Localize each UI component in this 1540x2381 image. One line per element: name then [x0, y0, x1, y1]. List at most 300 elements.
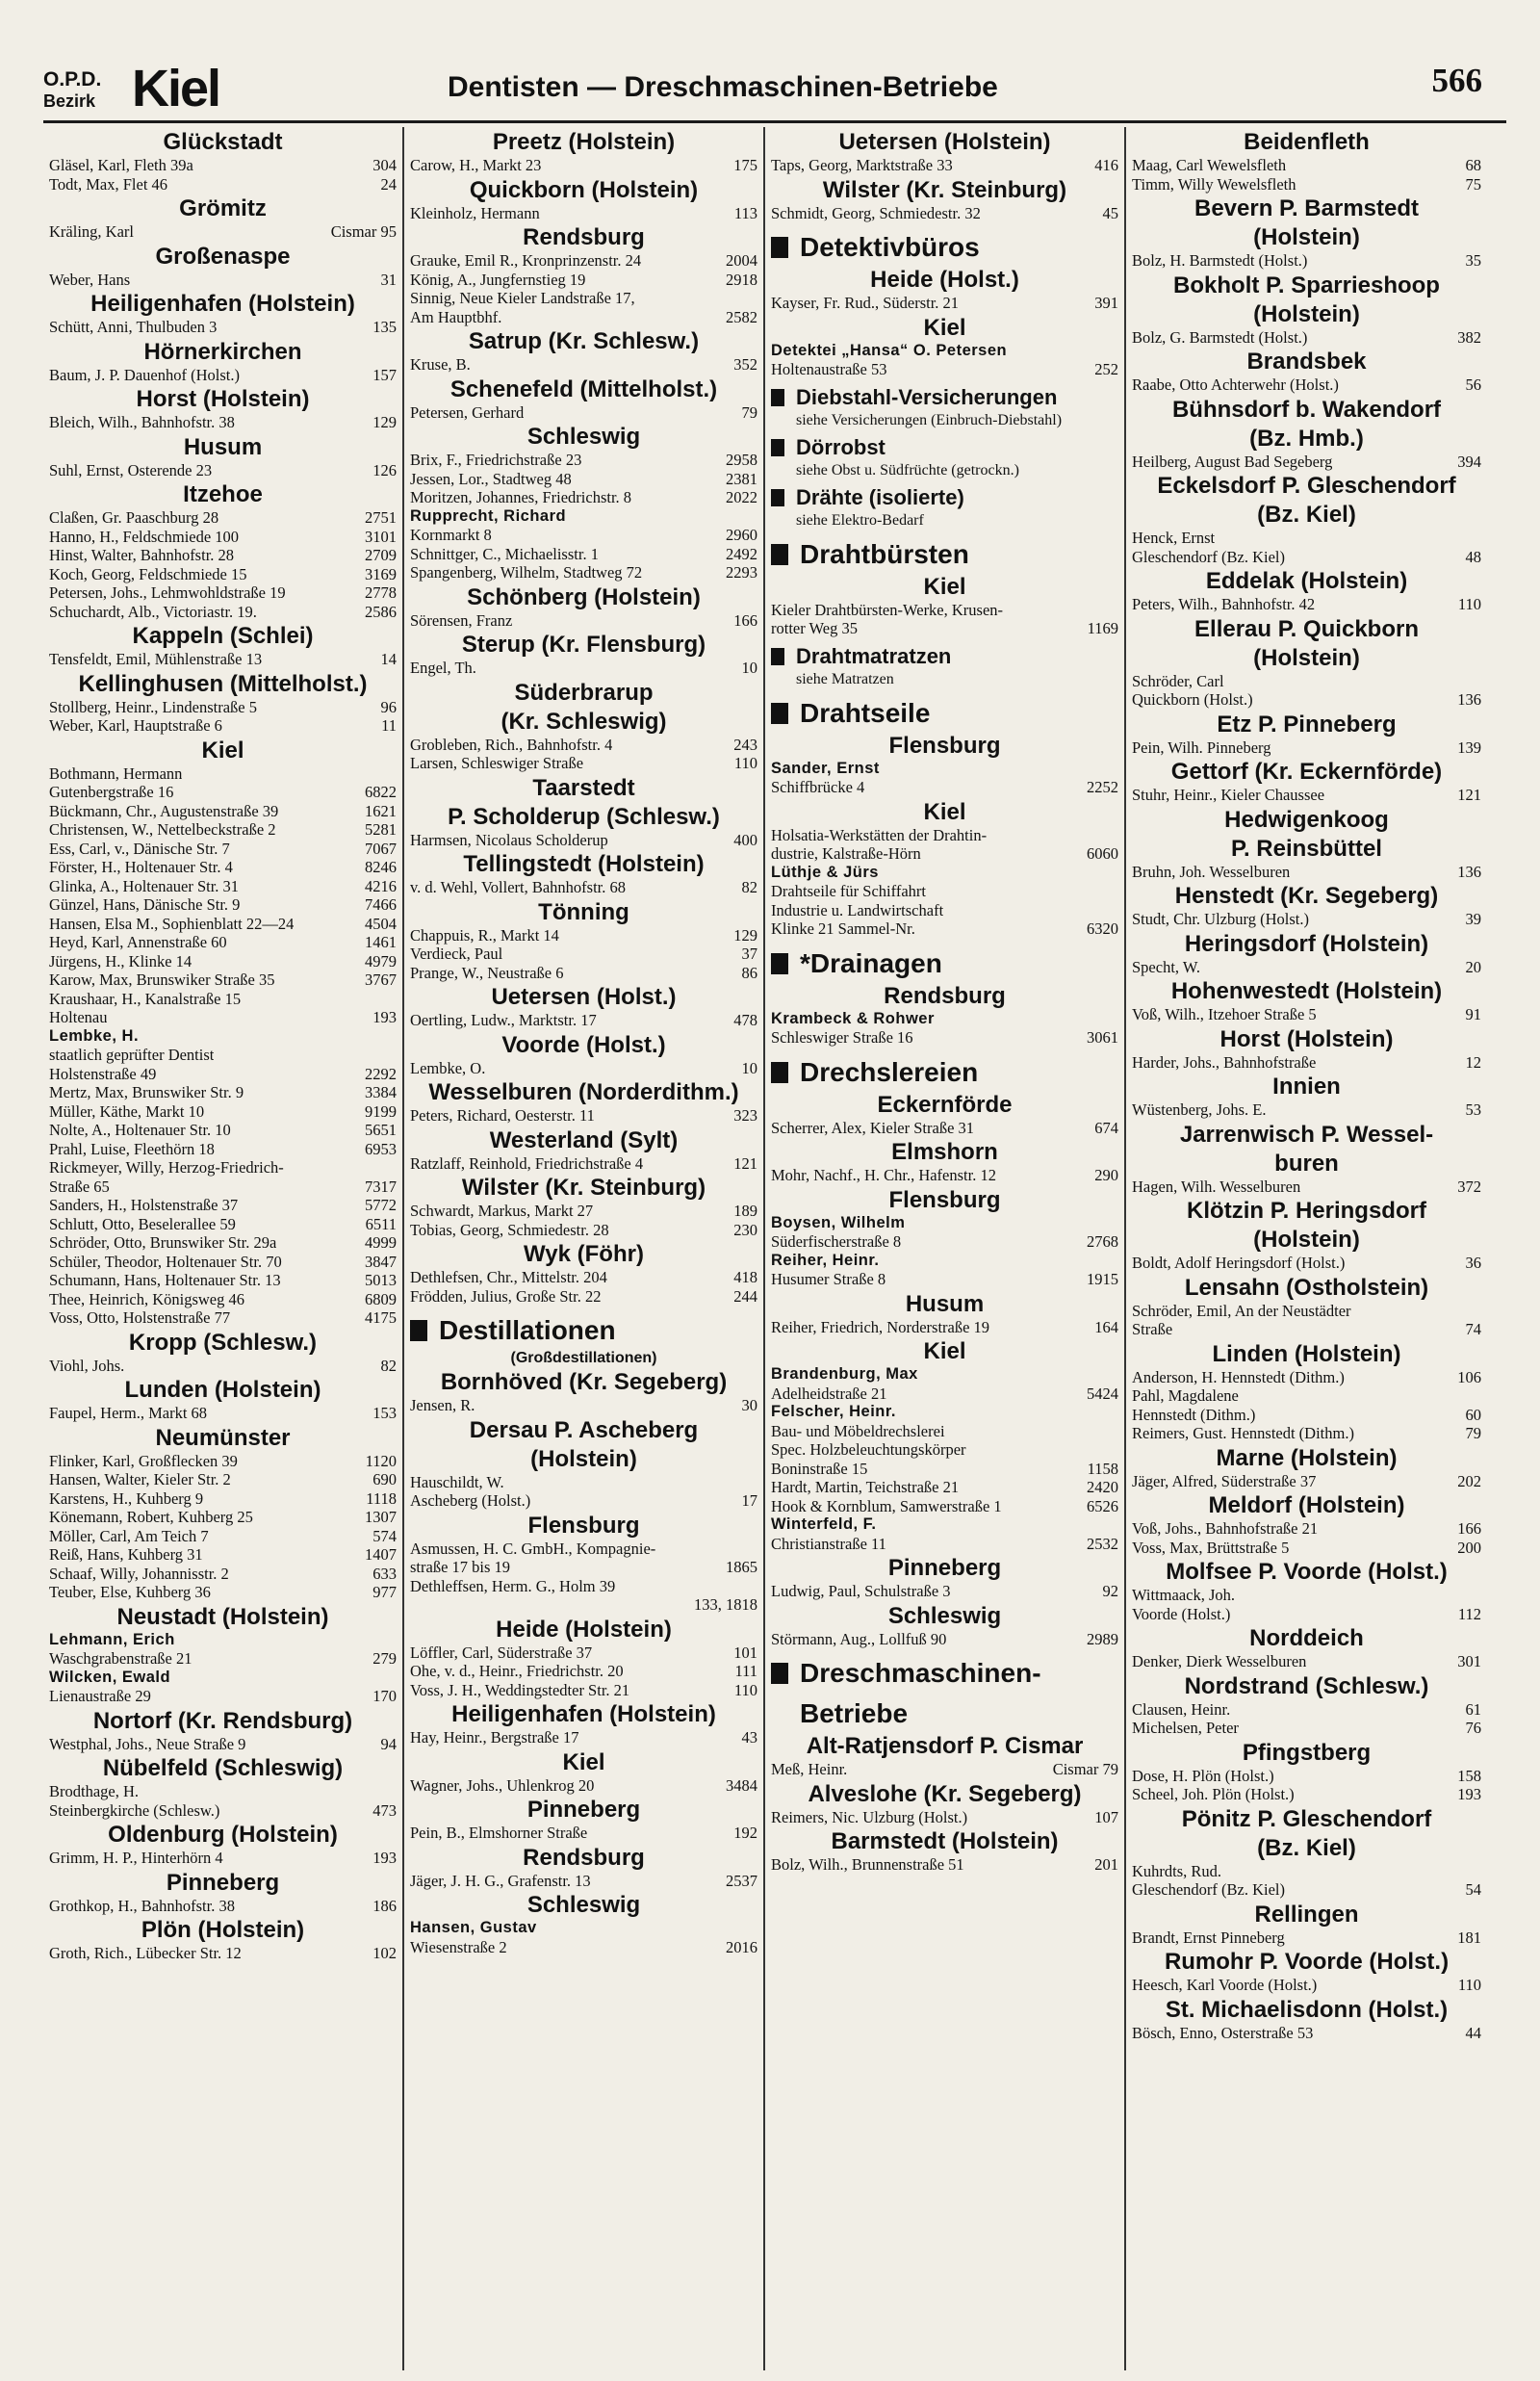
- place-heading: Wilster (Kr. Steinburg): [461, 1175, 706, 1201]
- place-heading: Neumünster: [155, 1424, 291, 1451]
- section-bullet-icon: [771, 544, 788, 565]
- entry-phone: 107: [1094, 1807, 1118, 1826]
- place-heading: Jarrenwisch P. Wessel-: [1179, 1121, 1434, 1148]
- entry-name: Prange, W., Neustraße 6: [410, 963, 564, 982]
- entry-phone: 4999: [365, 1233, 397, 1252]
- listing-entry: [410, 1287, 757, 1307]
- listing-entry: [1132, 1586, 1481, 1605]
- listing-entry: [1132, 1767, 1481, 1786]
- entry-phone: 121: [1457, 786, 1481, 804]
- entry-name: Hennstedt (Dithm.): [1132, 1405, 1256, 1424]
- place-heading: Lensahn (Ostholstein): [1184, 1274, 1429, 1301]
- entry-name: Husumer Straße 8: [771, 1270, 886, 1288]
- entry-phone: 189: [733, 1202, 757, 1220]
- listing-entry: [410, 1202, 757, 1221]
- entry-name: Kraushaar, H., Kanalstraße 15: [49, 989, 242, 1008]
- entry-name: Voss, Max, Brüttstraße 5: [1132, 1538, 1290, 1557]
- entry-phone: 106: [1457, 1367, 1481, 1386]
- entry-phone: [754, 1473, 757, 1492]
- listing-entry: [771, 1422, 1118, 1441]
- place-heading: Wilster (Kr. Steinburg): [822, 176, 1067, 203]
- entry-phone: 35: [1465, 251, 1481, 270]
- entry-name: Nolte, A., Holtenauer Str. 10: [49, 1121, 231, 1139]
- listing-entry: [771, 1460, 1118, 1479]
- entry-phone: [393, 764, 397, 784]
- entry-name: Jensen, R.: [410, 1396, 475, 1414]
- entry-phone: 1621: [365, 801, 397, 820]
- entry-phone: 243: [733, 735, 757, 754]
- listing-entry: [771, 1010, 1118, 1029]
- listing-entry: [49, 1271, 397, 1290]
- entry-phone: 157: [372, 365, 397, 384]
- entry-phone: 391: [1094, 294, 1118, 312]
- entry-name: Scheel, Joh. Plön (Holst.): [1132, 1785, 1295, 1803]
- place-heading: Kiel: [562, 1748, 605, 1775]
- listing-entry: [1132, 1386, 1481, 1406]
- entry-phone: 2768: [1087, 1232, 1118, 1251]
- opd-label: O.P.D.: [43, 68, 102, 91]
- entry-phone: [1115, 1252, 1118, 1271]
- entry-phone: 1461: [365, 933, 397, 951]
- entry-name: Brodthage, H.: [49, 1782, 140, 1800]
- listing-entry: [410, 1221, 757, 1240]
- listing-entry: [49, 1215, 397, 1234]
- place-heading: (Holstein): [1253, 1227, 1360, 1253]
- entry-phone: 1307: [365, 1508, 397, 1526]
- entry-name: Suhl, Ernst, Osterende 23: [49, 460, 213, 479]
- listing-entry: [49, 783, 397, 802]
- cross-reference: siehe Elektro-Bedarf: [796, 511, 924, 529]
- listing-entry: [49, 1508, 397, 1527]
- listing-entry: [410, 488, 757, 507]
- entry-name: Störmann, Aug., Lollfuß 90: [771, 1629, 947, 1648]
- listing-entry: [410, 1396, 757, 1415]
- entry-name: Hanno, H., Feldschmiede 100: [49, 527, 240, 546]
- listing-entry: [410, 1011, 757, 1030]
- listing-entry: [49, 1046, 397, 1065]
- entry-name: Krambeck & Rohwer: [771, 1009, 935, 1027]
- place-heading: Preetz (Holstein): [492, 129, 676, 155]
- entry-name: Koch, Georg, Feldschmiede 15: [49, 564, 247, 583]
- place-heading: Bokholt P. Sparrieshoop: [1173, 272, 1440, 298]
- listing-entry: [49, 1178, 397, 1197]
- listing-entry: [771, 1119, 1118, 1138]
- entry-phone: [1115, 1214, 1118, 1233]
- entry-name: Stollberg, Heinr., Lindenstraße 5: [49, 697, 257, 716]
- place-heading: Husum: [183, 433, 263, 460]
- entry-phone: 382: [1457, 327, 1481, 347]
- entry-name: Ludwig, Paul, Schulstraße 3: [771, 1582, 951, 1600]
- column-1: [43, 127, 404, 2370]
- listing-entry: [49, 1489, 397, 1509]
- entry-name: Dethleffsen, Herm. G., Holm 39: [410, 1576, 616, 1595]
- section-title: Drahtmatratzen: [796, 643, 952, 668]
- listing-entry: [410, 526, 757, 545]
- entry-phone: [393, 1046, 397, 1065]
- section-heading: [771, 644, 1118, 669]
- entry-name: Grauke, Emil R., Kronprinzenstr. 24: [410, 251, 642, 270]
- entry-name: Spangenberg, Wilhelm, Stadtweg 72: [410, 563, 643, 582]
- place-heading: Horst (Holstein): [136, 386, 310, 412]
- section-title: Detektivbüros: [800, 232, 980, 262]
- section-bullet-icon: [410, 1320, 427, 1341]
- entry-name: Bruhn, Joh. Wesselburen: [1132, 862, 1291, 881]
- entry-name: Karstens, H., Kuhberg 9: [49, 1488, 204, 1508]
- entry-phone: [754, 1577, 757, 1596]
- entry-phone: 3169: [365, 564, 397, 583]
- listing-entry: [771, 601, 1118, 620]
- listing-entry: [771, 1478, 1118, 1497]
- entry-phone: 82: [741, 878, 757, 896]
- place-heading: Kiel: [923, 314, 966, 341]
- entry-phone: 394: [1457, 452, 1481, 471]
- entry-name: Lüthje & Jürs: [771, 863, 879, 881]
- entry-phone: 418: [733, 1268, 757, 1286]
- entry-phone: [393, 990, 397, 1009]
- entry-phone: 181: [1457, 1928, 1481, 1947]
- listing-entry: [410, 659, 757, 678]
- entry-phone: 400: [733, 830, 757, 849]
- section-heading: [771, 435, 1118, 460]
- page-header: [43, 60, 1516, 119]
- bezirk-label: Bezirk: [43, 91, 96, 111]
- place-heading: Eckernförde: [877, 1091, 1013, 1118]
- entry-phone: [393, 1669, 397, 1688]
- entry-phone: 193: [372, 1008, 397, 1026]
- listing-entry: [771, 156, 1118, 175]
- place-heading: P. Reinsbüttel: [1231, 835, 1382, 862]
- listing-entry: [1132, 1519, 1481, 1539]
- listing-entry: [410, 831, 757, 850]
- entry-phone: 112: [1457, 1604, 1481, 1623]
- entry-phone: [393, 1782, 397, 1801]
- listing-entry: [410, 308, 757, 327]
- place-heading: Heide (Holstein): [496, 1616, 672, 1643]
- entry-phone: 5013: [365, 1271, 397, 1289]
- entry-name: Petersen, Gerhard: [410, 402, 525, 422]
- entry-phone: 1169: [1087, 619, 1118, 637]
- entry-phone: 6809: [365, 1289, 397, 1308]
- entry-name: Industrie u. Landwirtschaft: [771, 900, 944, 919]
- entry-name: Schmidt, Georg, Schmiedestr. 32: [771, 203, 981, 222]
- entry-name: Hagen, Wilh. Wesselburen: [1132, 1177, 1301, 1196]
- place-heading: Klötzin P. Heringsdorf: [1187, 1198, 1426, 1224]
- section-bullet-icon: [771, 237, 788, 258]
- entry-phone: 74: [1465, 1320, 1481, 1338]
- entry-name: Hansen, Gustav: [410, 1919, 537, 1936]
- listing-entry: [771, 901, 1118, 920]
- entry-name: Ascheberg (Holst.): [410, 1491, 531, 1510]
- entry-name: Möller, Carl, Am Teich 7: [49, 1526, 209, 1545]
- entry-name: Boysen, Wilhelm: [771, 1213, 906, 1231]
- entry-name: Adelheidstraße 21: [771, 1384, 887, 1403]
- listing-entry: [49, 1565, 397, 1584]
- entry-name: Lienaustraße 29: [49, 1687, 151, 1705]
- entry-phone: 3061: [1087, 1028, 1118, 1047]
- section-bullet-icon: [771, 703, 788, 724]
- entry-name: Detektei „Hansa“ O. Petersen: [771, 341, 1008, 359]
- listing-entry: [49, 1065, 397, 1084]
- entry-name: Faupel, Herm., Markt 68: [49, 1404, 208, 1422]
- listing-entry: [49, 952, 397, 971]
- section-heading: [771, 1057, 1118, 1088]
- entry-phone: 91: [1465, 1005, 1481, 1023]
- entry-name: Könemann, Robert, Kuhberg 25: [49, 1508, 253, 1526]
- entry-phone: 60: [1465, 1405, 1481, 1424]
- listing-entry: [771, 1385, 1118, 1404]
- entry-phone: 2958: [726, 451, 757, 469]
- entry-phone: [1477, 1862, 1481, 1881]
- entry-name: Wagner, Johs., Uhlenkrog 20: [410, 1775, 595, 1795]
- entry-phone: 170: [372, 1687, 397, 1705]
- place-heading: Heringsdorf (Holstein): [1184, 930, 1429, 957]
- listing-entry: [49, 1308, 397, 1328]
- entry-name: Flinker, Karl, Großflecken 39: [49, 1451, 238, 1470]
- listing-entry: [1132, 672, 1481, 691]
- entry-phone: [1115, 826, 1118, 845]
- entry-name: Denker, Dierk Wesselburen: [1132, 1652, 1307, 1670]
- place-heading: (Holstein): [1253, 644, 1360, 671]
- section-heading: [771, 232, 1118, 263]
- listing-entry: [49, 1669, 397, 1688]
- section-heading: [771, 1698, 1118, 1729]
- listing-entry: [1132, 1424, 1481, 1443]
- listing-entry: [410, 1872, 757, 1891]
- entry-name: Bau- und Möbeldrechslerei: [771, 1421, 945, 1440]
- place-heading: Kellinghusen (Mittelholst.): [78, 670, 368, 697]
- entry-phone: 4175: [365, 1308, 397, 1327]
- listing-entry: [410, 611, 757, 631]
- entry-phone: 6320: [1087, 919, 1118, 938]
- place-heading: (Holstein): [1253, 224, 1360, 250]
- entry-phone: 68: [1465, 156, 1481, 174]
- entry-name: Glinka, A., Holtenauer Str. 31: [49, 876, 240, 895]
- entry-name: Wüstenberg, Johs. E.: [1132, 1100, 1267, 1119]
- place-heading: (Bz. Kiel): [1257, 1834, 1356, 1861]
- place-heading: (Bz. Kiel): [1257, 502, 1356, 528]
- section-heading: [771, 385, 1118, 410]
- listing-entry: [410, 945, 757, 964]
- entry-name: Bolz, H. Barmstedt (Holst.): [1132, 251, 1308, 270]
- entry-phone: 76: [1465, 1719, 1481, 1737]
- listing-entry: [49, 820, 397, 840]
- listing-entry: [1132, 175, 1481, 194]
- entry-name: Dose, H. Plön (Holst.): [1132, 1766, 1274, 1785]
- listing-entry: [49, 1121, 397, 1140]
- entry-phone: 193: [1457, 1785, 1481, 1803]
- listing-entry: [1132, 1652, 1481, 1671]
- listing-entry: [410, 1059, 757, 1078]
- listing-entry: [410, 1662, 757, 1681]
- entry-phone: [1115, 1403, 1118, 1422]
- listing-entry: [1132, 786, 1481, 805]
- place-heading: Etz P. Pinneberg: [1217, 711, 1397, 738]
- listing-entry: [49, 565, 397, 584]
- place-heading: Kiel: [923, 1338, 966, 1364]
- listing-entry: [410, 1558, 757, 1577]
- entry-phone: 4216: [365, 876, 397, 895]
- place-heading: Pinneberg: [887, 1555, 1002, 1581]
- entry-name: Winterfeld, F.: [771, 1515, 877, 1533]
- entry-phone: 1407: [365, 1545, 397, 1564]
- entry-phone: 44: [1465, 2023, 1481, 2042]
- entry-name: Claßen, Gr. Paaschburg 28: [49, 508, 219, 527]
- section-heading: [771, 948, 1118, 979]
- listing-entry: [410, 1540, 757, 1559]
- listing-entry: [49, 1233, 397, 1253]
- entry-name: Sinnig, Neue Kieler Landstraße 17,: [410, 289, 635, 307]
- entry-name: Wittmaack, Joh.: [1132, 1586, 1236, 1604]
- entry-name: Brix, F., Friedrichstraße 23: [410, 451, 582, 469]
- entry-name: Günzel, Hans, Dänische Str. 9: [49, 895, 241, 914]
- entry-phone: 2537: [726, 1871, 757, 1890]
- page-number: 566: [1431, 62, 1482, 99]
- listing-entry: [49, 1253, 397, 1272]
- entry-phone: 36: [1465, 1254, 1481, 1272]
- entry-name: Hansen, Elsa M., Sophienblatt 22—24: [49, 914, 295, 933]
- entry-name: Rupprecht, Richard: [410, 506, 567, 525]
- entry-phone: 2751: [365, 508, 397, 527]
- entry-phone: 2293: [726, 563, 757, 582]
- entry-name: Voß, Johs., Bahnhofstraße 21: [1132, 1519, 1319, 1538]
- place-heading: Pönitz P. Gleschendorf: [1181, 1805, 1432, 1832]
- entry-phone: 5651: [365, 1121, 397, 1139]
- entry-phone: 56: [1465, 375, 1481, 394]
- entry-name: Hansen, Walter, Kieler Str. 2: [49, 1470, 231, 1488]
- place-heading: (Holstein): [530, 1445, 637, 1472]
- listing-entry: [49, 1687, 397, 1706]
- entry-phone: 1865: [726, 1558, 757, 1576]
- place-heading: Eckelsdorf P. Gleschendorf: [1157, 473, 1456, 499]
- listing-entry: [49, 1027, 397, 1047]
- entry-phone: 1915: [1087, 1270, 1118, 1288]
- entry-name: Teuber, Else, Kuhberg 36: [49, 1583, 211, 1601]
- listing-entry: [771, 1028, 1118, 1048]
- entry-name: Asmussen, H. C. GmbH., Kompagnie-: [410, 1539, 656, 1558]
- page-title: Dentisten — Dreschmaschinen-Betriebe: [448, 71, 998, 103]
- listing-entry: [49, 698, 397, 717]
- listing-entry: [410, 736, 757, 755]
- listing-entry: [771, 1252, 1118, 1271]
- entry-name: straße 17 bis 19: [410, 1558, 511, 1576]
- listing-entry: [1132, 251, 1481, 271]
- listing-entry: [49, 583, 397, 603]
- entry-phone: 473: [372, 1800, 397, 1820]
- section-title: Drähte (isolierte): [796, 484, 964, 509]
- listing-entry: [410, 1776, 757, 1796]
- place-heading: Uetersen (Holst.): [491, 984, 677, 1010]
- listing-entry: [771, 1760, 1118, 1779]
- entry-phone: 2582: [726, 307, 757, 326]
- entry-phone: 102: [372, 1944, 397, 1962]
- listing-entry: [1132, 1605, 1481, 1624]
- listing-entry: [410, 1824, 757, 1843]
- entry-phone: [1115, 1365, 1118, 1385]
- entry-phone: 110: [1457, 595, 1481, 613]
- listing-entry: [49, 716, 397, 736]
- entry-name: Carow, H., Markt 23: [410, 156, 542, 174]
- entry-name: Pahl, Magdalene: [1132, 1386, 1239, 1405]
- entry-name: Hay, Heinr., Bergstraße 17: [410, 1728, 579, 1747]
- entry-name: Bothmann, Hermann: [49, 763, 183, 783]
- listing-entry: [1132, 1368, 1481, 1387]
- section-title: Dreschmaschinen-: [800, 1658, 1041, 1688]
- entry-phone: 136: [1457, 690, 1481, 709]
- place-heading: Süderbrarup: [514, 679, 654, 706]
- place-heading: Molfsee P. Voorde (Holst.): [1166, 1559, 1448, 1585]
- entry-phone: 14: [380, 650, 397, 668]
- entry-name: Quickborn (Holst.): [1132, 690, 1253, 709]
- listing-entry: [1132, 1785, 1481, 1804]
- entry-phone: 1158: [1087, 1459, 1118, 1478]
- listing-entry: [771, 1166, 1118, 1185]
- place-heading: Husum: [905, 1290, 985, 1317]
- entry-name: Bolz, Wilh., Brunnenstraße 51: [771, 1855, 964, 1874]
- listing-entry: [49, 528, 397, 547]
- listing-entry: [49, 1735, 397, 1754]
- place-heading: Kappeln (Schlei): [132, 623, 314, 649]
- entry-name: Brandt, Ernst Pinneberg: [1132, 1928, 1285, 1947]
- listing-entry: [49, 990, 397, 1009]
- entry-name: Christianstraße 11: [771, 1534, 886, 1553]
- entry-name: Harder, Johs., Bahnhofstraße: [1132, 1052, 1317, 1072]
- listing-entry: [49, 1782, 397, 1801]
- entry-phone: 3384: [365, 1083, 397, 1101]
- place-heading: Alveslohe (Kr. Segeberg): [808, 1780, 1082, 1807]
- place-heading: Itzehoe: [183, 481, 263, 507]
- listing-entry: [1132, 375, 1481, 395]
- entry-phone: [1115, 342, 1118, 361]
- entry-name: Kleinholz, Hermann: [410, 203, 540, 222]
- entry-phone: [1115, 1422, 1118, 1441]
- listing-entry: [1132, 529, 1481, 548]
- listing-entry: [49, 1140, 397, 1159]
- place-heading: Bornhöved (Kr. Segeberg): [440, 1369, 728, 1395]
- entry-name: Chappuis, R., Markt 14: [410, 925, 559, 945]
- entry-phone: [393, 1027, 397, 1047]
- entry-name: Peters, Richard, Oesterstr. 11: [410, 1106, 595, 1125]
- entry-name: Michelsen, Peter: [1132, 1719, 1239, 1737]
- listing-entry: [771, 1497, 1118, 1516]
- section-bullet-icon: [771, 648, 784, 665]
- listing-entry: [49, 971, 397, 990]
- listing-entry: [1132, 1880, 1481, 1900]
- section-title: Drahtbürsten: [800, 538, 969, 569]
- entry-phone: 82: [380, 1356, 397, 1375]
- entry-name: Jäger, J. H. G., Grafenstr. 13: [410, 1871, 591, 1890]
- entry-phone: 193: [372, 1849, 397, 1867]
- entry-phone: 290: [1094, 1166, 1118, 1184]
- listing-entry: [49, 271, 397, 290]
- place-heading: Pfingstberg: [1242, 1739, 1372, 1766]
- entry-name: Gleschendorf (Bz. Kiel): [1132, 1880, 1285, 1899]
- entry-name: Ess, Carl, v., Dänische Str. 7: [49, 839, 230, 858]
- entry-name: Bückmann, Chr., Augustenstraße 39: [49, 801, 279, 820]
- entry-phone: 352: [733, 355, 757, 374]
- entry-phone: 79: [741, 402, 757, 422]
- entry-name: v. d. Wehl, Vollert, Bahnhofstr. 68: [410, 878, 627, 896]
- listing-entry: [49, 915, 397, 934]
- entry-name: Boldt, Adolf Heringsdorf (Holst.): [1132, 1254, 1346, 1272]
- entry-name: Grobleben, Rich., Bahnhofstr. 4: [410, 735, 613, 754]
- entry-name: Felscher, Heinr.: [771, 1403, 896, 1420]
- entry-name: Bolz, G. Barmstedt (Holst.): [1132, 327, 1308, 347]
- listing-entry: [49, 650, 397, 669]
- place-heading: Flensburg: [527, 1512, 640, 1539]
- entry-phone: 39: [1465, 910, 1481, 928]
- entry-phone: 2709: [365, 546, 397, 564]
- section-title: *Drainagen: [800, 947, 942, 978]
